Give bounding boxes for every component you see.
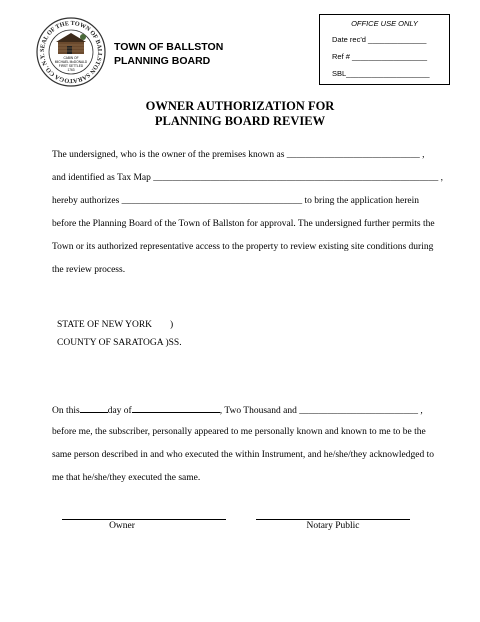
body-line-3: hereby authorizes ______________________________________ to bring the application herein	[52, 196, 420, 206]
ack-two-thousand: , Two Thousand and _________________________ ,	[219, 406, 423, 416]
month-blank[interactable]	[132, 403, 220, 413]
body-line-6: the review process.	[52, 265, 126, 275]
owner-label: Owner	[109, 521, 135, 531]
ack-line-4: me that he/she/they executed the same.	[52, 473, 201, 483]
body-line-2: and identified as Tax Map ____________________________________________________________ ,	[52, 173, 444, 183]
title-line-2: PLANNING BOARD REVIEW	[154, 114, 326, 128]
venue-state: STATE OF NEW YORK	[57, 320, 153, 330]
seal-center-line-2: MICHAEL McDONALD	[54, 60, 88, 64]
seal-center-line-4: 1763	[67, 68, 75, 72]
seal-ring-text: SEAL OF THE TOWN OF BALLSTON SARATOGA CO. N.Y.	[38, 19, 104, 85]
notary-signature-line[interactable]	[256, 519, 410, 520]
document-title	[0, 99, 480, 129]
date-received-field[interactable]: Date rec'd ______________	[332, 35, 427, 44]
ack-day-of: day of	[107, 406, 132, 416]
office-use-title: OFFICE USE ONLY	[351, 19, 418, 28]
ack-line-3: same person described in and who executed the within Instrument, and he/she/they acknowledged to	[52, 450, 434, 460]
town-seal	[36, 17, 106, 87]
town-name: TOWN OF BALLSTON	[114, 41, 224, 53]
ack-line-2: before me, the subscriber, personally appeared to me personally known and known to me to be the	[52, 427, 426, 437]
seal-center-line-3: FIRST SETTLED	[58, 64, 84, 68]
board-name: PLANNING BOARD	[114, 55, 211, 67]
title-line-1: OWNER AUTHORIZATION FOR	[145, 99, 335, 113]
office-use-box	[319, 14, 450, 85]
body-line-4: before the Planning Board of the Town of Ballston for approval. The undersigned further permits the	[52, 219, 435, 229]
owner-signature-line[interactable]	[62, 519, 226, 520]
ack-line-1	[52, 403, 423, 416]
header	[114, 40, 223, 68]
venue-state-paren: )	[170, 320, 174, 330]
day-blank[interactable]	[80, 403, 108, 413]
body-line-5: Town or its authorized representative access to the property to review existing site conditions during	[52, 242, 434, 252]
venue-county: COUNTY OF SARATOGA )SS.	[57, 338, 182, 348]
body-line-1: The undersigned, who is the owner of the premises known as ____________________________ ,	[52, 150, 425, 160]
ref-number-field[interactable]: Ref # __________________	[332, 52, 428, 61]
seal-center-line-1: CABIN OF	[63, 56, 79, 60]
notary-label: Notary Public	[306, 521, 360, 531]
sbl-field[interactable]: SBL____________________	[332, 69, 430, 78]
ack-on-this: On this	[52, 406, 80, 416]
